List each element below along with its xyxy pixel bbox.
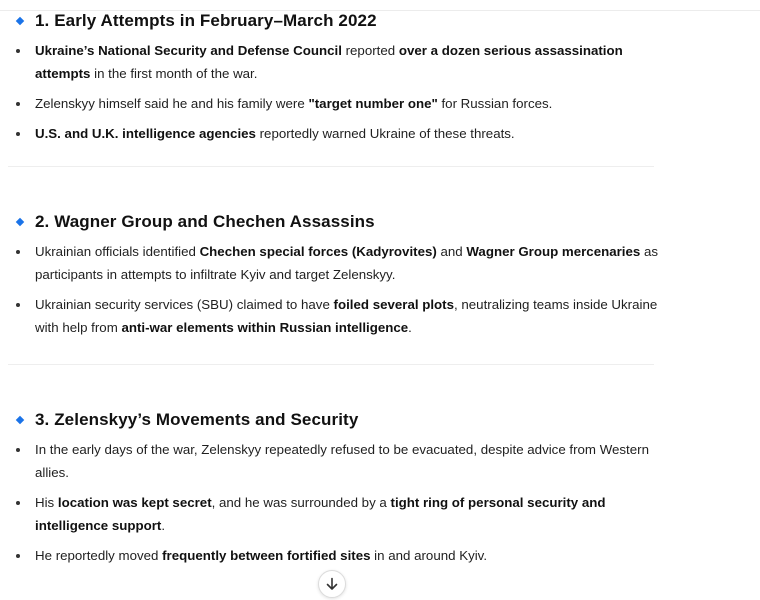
text-run: reported [341,43,399,58]
bold-text: Ukraine’s National Security and Defense Council [35,43,342,58]
text-run: , neutralizing teams inside Ukraine with help from [35,297,658,335]
list-item [14,438,664,484]
text-run: Ukrainian officials identified [35,244,200,259]
text-run: He reportedly moved [35,548,163,563]
response-content [14,9,664,574]
bold-text: location was kept secret [57,495,212,510]
text-run: reportedly warned Ukraine of these threats. [255,126,515,141]
scroll-to-bottom-button[interactable] [318,570,346,598]
diamond-bullet-icon [16,17,24,25]
list-item [14,39,664,85]
bullet-list [14,438,664,567]
bullet-list [14,39,664,145]
text-run: as participants in attempts to infiltrate Kyiv and target Zelenskyy. [35,244,659,282]
section-heading [14,408,664,432]
bold-text: frequently between fortified sites [162,548,371,563]
text-run: for Russian forces. [437,96,553,111]
bold-text: anti-war elements within Russian intelligence [121,320,409,335]
list-item [14,544,664,567]
section-2 [14,210,664,365]
list-item [14,293,664,339]
text-run: Ukrainian security services (SBU) claimed to have [35,297,334,312]
bullet-list [14,240,664,339]
text-run: His [35,495,58,510]
list-item [14,122,664,145]
bold-text: foiled several plots [333,297,454,312]
section-divider [8,166,654,167]
bold-text: tight ring of personal security and intelligence support [35,495,606,533]
text-run: In the early days of the war, Zelenskyy repeatedly refused to be evacuated, despite advice from Western allies. [35,442,649,480]
section-divider [8,364,654,365]
bold-text: Wagner Group mercenaries [466,244,641,259]
bold-text: U.S. and U.K. intelligence agencies [35,126,256,141]
text-run: in and around Kyiv. [370,548,488,563]
bold-text: "target number one" [308,96,438,111]
diamond-bullet-icon [16,416,24,424]
section-1 [14,9,664,167]
bold-text: over a dozen serious assassination attempts [35,43,623,81]
section-title: 3. Zelenskyy’s Movements and Security [35,410,359,429]
list-item [14,491,664,537]
text-run: . [408,320,412,335]
bold-text: Chechen special forces (Kadyrovites) [199,244,437,259]
section-title: 1. Early Attempts in February–March 2022 [35,11,377,30]
text-run: . [161,518,166,533]
list-item [14,240,664,286]
section-heading [14,210,664,234]
diamond-bullet-icon [16,218,24,226]
section-heading [14,9,664,33]
text-run: in the first month of the war. [90,66,258,81]
text-run: Zelenskyy himself said he and his family were [35,96,309,111]
section-title: 2. Wagner Group and Chechen Assassins [35,212,375,231]
section-3 [14,408,664,567]
text-run: , and he was surrounded by a [211,495,391,510]
list-item [14,92,664,115]
text-run: and [436,244,467,259]
arrow-down-icon [325,577,339,591]
